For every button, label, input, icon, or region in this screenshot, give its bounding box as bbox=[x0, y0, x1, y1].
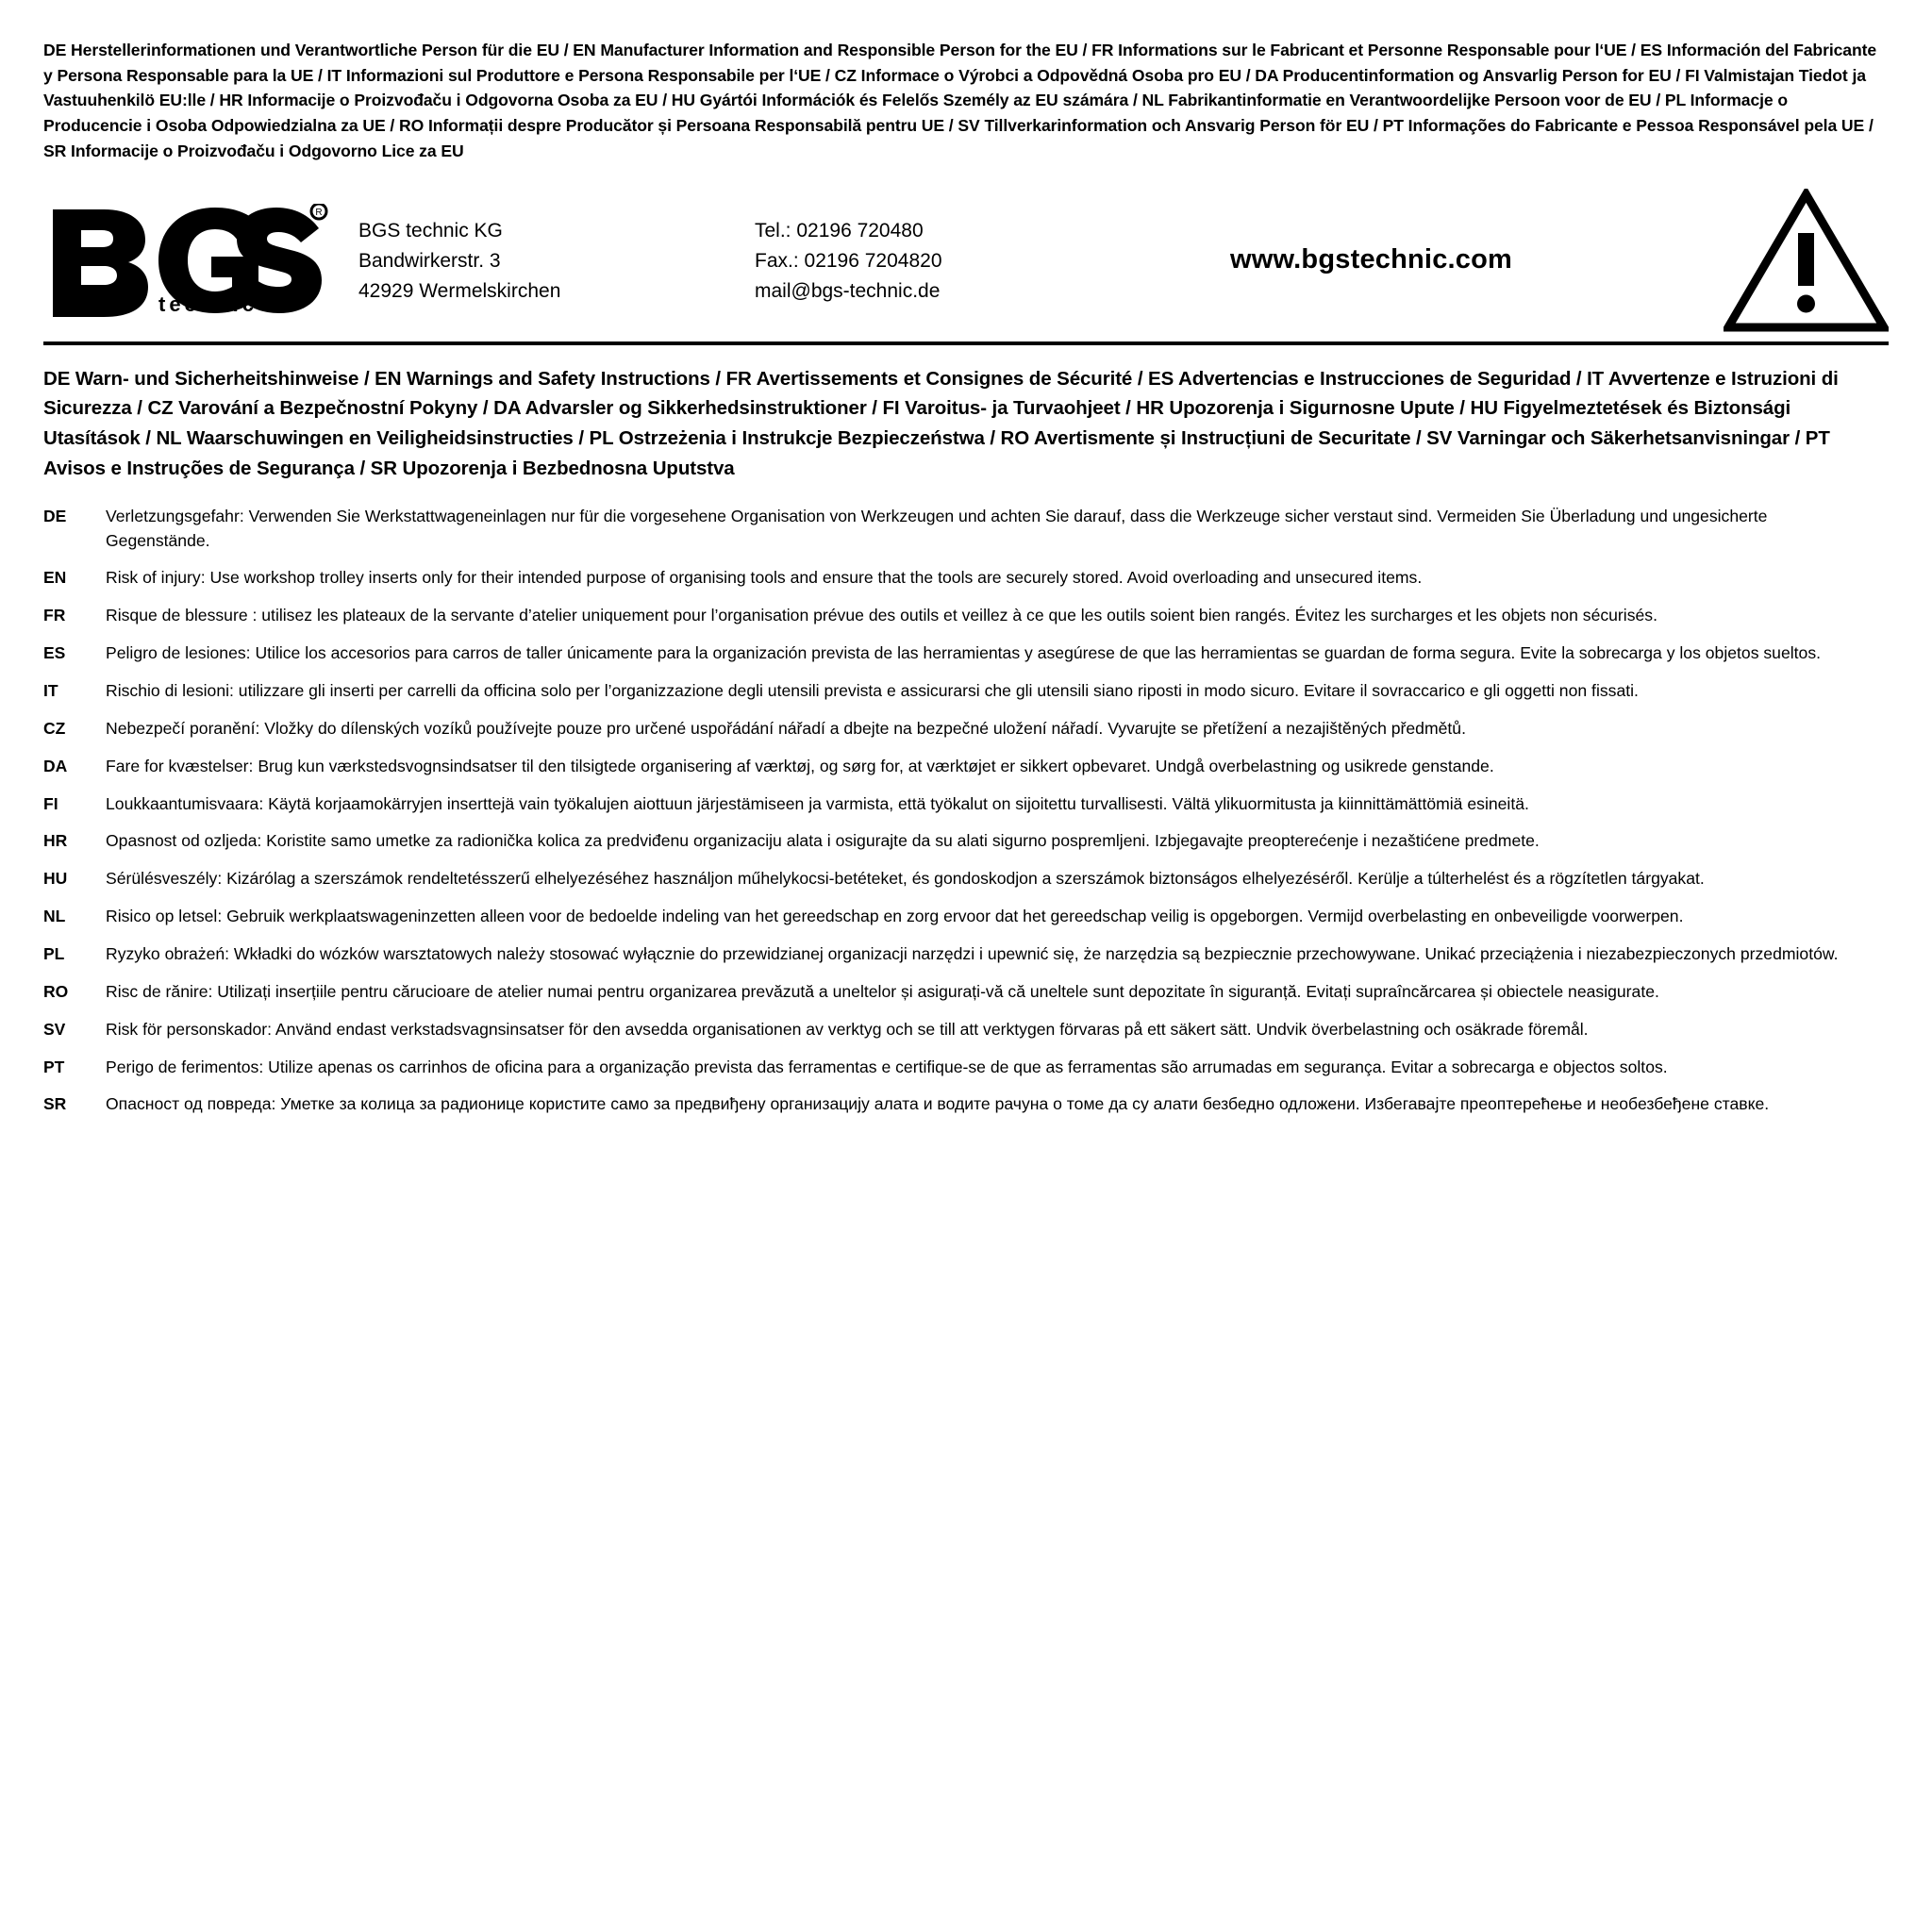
warning-text: Rischio di lesioni: utilizzare gli inserti per carrelli da officina solo per l’organizzazione degli utensili prevista e assicurarsi che gli utensili siano riposti in modo sicuro. Evitare il sovraccarico e gli oggetti non fissati. bbox=[106, 681, 1639, 701]
company-city: 42929 Wermelskirchen bbox=[358, 279, 561, 302]
warnings-list bbox=[43, 505, 1889, 1118]
company-fax: Fax.: 02196 7204820 bbox=[755, 249, 942, 272]
company-street: Bandwirkerstr. 3 bbox=[358, 249, 501, 272]
warning-text: Опасност од повреда: Уметке за колица за радионице користите само за предвиђену организацију алата и водите рачуна о томе да су алати безбедно одложени. Избегавајте преоптерећење и необезбеђене ставке. bbox=[106, 1094, 1770, 1114]
warning-triangle-icon bbox=[1714, 189, 1889, 332]
company-email: mail@bgs-technic.de bbox=[755, 279, 941, 302]
language-code: CZ bbox=[43, 718, 66, 738]
language-code: DE bbox=[43, 506, 67, 525]
language-code: NL bbox=[43, 907, 66, 926]
warning-text: Peligro de lesiones: Utilice los accesorios para carros de taller únicamente para la organización prevista de las herramientas y asegúrese de que las herramientas se guardan de forma segura. Evite la sobrecarga y los objetos sueltos. bbox=[106, 643, 1822, 663]
list-item bbox=[43, 755, 1889, 779]
language-code: IT bbox=[43, 681, 58, 701]
language-code: FR bbox=[43, 606, 66, 625]
warning-text: Ryzyko obrażeń: Wkładki do wózków warsztatowych należy stosować wyłącznie do przewidzianej organizacji narzędzi i upewnić się, że narzędzia są bezpiecznie przechowywane. Unikać przeciążenia i niezabezpieczonych przedmiotów. bbox=[106, 944, 1839, 964]
language-code: SV bbox=[43, 1019, 66, 1039]
list-item bbox=[43, 829, 1889, 854]
warning-text: Risk för personskador: Använd endast verkstadsvagnsinsatser för den avsedda organisationen av verktyg och se till att verktygen förvaras på ett säkert sätt. Undvik överbelastning och osäkrade föremål. bbox=[106, 1019, 1589, 1039]
list-item bbox=[43, 604, 1889, 628]
warning-text: Fare for kvæstelser: Brug kun værkstedsvognsindsatser til den tilsigtede organisering af værktøj, og sørg for, at værktøjet er sikkert opbevaret. Undgå overbelastning og usikrede genstande. bbox=[106, 756, 1494, 775]
warnings-heading: DE Warn- und Sicherheitshinweise / EN Warnings and Safety Instructions / FR Avertissements et Consignes de Sécurité / ES Advertencias e Instrucciones de Seguridad / IT Avvertenze e Istruzioni di Sicurezza / CZ Varování a Bezpečnostní Pokyny / DA Advarsler og Sikkerhedsinstruktioner / FI Varoitus- ja Turvaohjeet / HR Upozorenja i Sigurnosne Upute / HU Figyelmeztetések és Biztonsági Utasítások / NL Waarschuwingen en Veiligheidsinstructies / PL Ostrzeżenia i Instrukcje Bezpieczeństwa / RO Avertismente și Instrucțiuni de Securitate / SV Varningar och Säkerhetsanvisningar / PT Avisos e Instruções de Segurança / SR Upozorenja i Bezbednosna Uputstva bbox=[43, 367, 1839, 479]
list-item bbox=[43, 566, 1889, 591]
language-code: RO bbox=[43, 981, 69, 1001]
warning-text: Risque de blessure : utilisez les plateaux de la servante d’atelier uniquement pour l’organisation prévue des outils et veillez à ce que les outils soient bien rangés. Évitez les surcharges et les objets non sécurisés. bbox=[106, 606, 1657, 625]
list-item bbox=[43, 1056, 1889, 1080]
list-item bbox=[43, 1018, 1889, 1042]
language-code: DA bbox=[43, 756, 68, 775]
list-item bbox=[43, 792, 1889, 817]
language-code: SR bbox=[43, 1094, 67, 1114]
list-item bbox=[43, 505, 1889, 554]
language-code: HR bbox=[43, 831, 68, 851]
list-item bbox=[43, 942, 1889, 967]
list-item bbox=[43, 1092, 1889, 1117]
warning-text: Perigo de ferimentos: Utilize apenas os carrinhos de oficina para a organização prevista das ferramentas e certifique-se de que as ferramentas são arrumadas em segurança. Evitar a sobrecarga e objectos soltos. bbox=[106, 1057, 1668, 1076]
bgs-logo bbox=[43, 204, 358, 317]
svg-text:technic: technic bbox=[158, 291, 258, 316]
warning-text: Sérülésveszély: Kizárólag a szerszámok rendeltetésszerű elhelyezéséhez használjon műhelykocsi-betéteket, és gondoskodjon a szerszámok biztonságos elhelyezéséről. Kerülje a túlterhelést és a rögzítetlen tárgyakat. bbox=[106, 869, 1705, 889]
company-name: BGS technic KG bbox=[358, 219, 503, 242]
list-item bbox=[43, 867, 1889, 891]
language-code: HU bbox=[43, 869, 68, 889]
company-tel: Tel.: 02196 720480 bbox=[755, 219, 924, 242]
warning-text: Opasnost od ozljeda: Koristite samo umetke za radionička kolica za predviđenu organizaciju alata i osigurajte da su alati sigurno pospremljeni. Izbjegavajte preopterećenje i nezaštićene predmete. bbox=[106, 831, 1540, 851]
language-code: FI bbox=[43, 793, 58, 813]
list-item bbox=[43, 641, 1889, 666]
company-contact bbox=[755, 214, 1066, 307]
svg-text:R: R bbox=[315, 207, 323, 218]
manufacturer-info-heading: DE Herstellerinformationen und Verantwortliche Person für die EU / EN Manufacturer Information and Responsible Person for the EU / FR Informations sur le Fabricant et Personne Responsable pour l‘UE / ES Información del Fabricante y Persona Responsable para la UE / IT Informazioni sul Produttore e Persona Responsabile per l‘UE / CZ Informace o Výrobci a Odpovědná Osoba pro EU / DA Producentinformation og Ansvarlig Person for EU / FI Valmistajan Tiedot ja Vastuuhenkilö EU:lle / HR Informacije o Proizvođaču i Odgovorna Osoba za EU / HU Gyártói Információk és Felelős Személy az EU számára / NL Fabrikantinformatie en Verantwoordelijke Persoon voor de EU / PL Informacje o Producencie i Osoba Odpowiedzialna za UE / RO Informații despre Producător și Persoana Responsabilă pentru UE / SV Tillverkarinformation och Ansvarig Person för EU / PT Informações do Fabricante e Pessoa Responsável pela UE / SR Informacije o Proizvođaču i Odgovorno Lice za EU bbox=[43, 41, 1877, 160]
warning-text: Risc de rănire: Utilizați inserțiile pentru cărucioare de atelier numai pentru organizarea prevăzută a uneltelor și asigurați-vă că uneltele sunt depozitate în siguranță. Evitați supraîncărcarea și obiectele neasigurate. bbox=[106, 981, 1659, 1001]
company-address bbox=[358, 214, 755, 307]
warning-text: Loukkaantumisvaara: Käytä korjaamokärryjen inserttejä vain työkalujen aiottuun järjestämiseen ja varmista, että työkalut on sijoitettu turvallisesti. Vältä ylikuormitusta ja kiinnittämättömiä esineitä. bbox=[106, 793, 1529, 813]
language-code: EN bbox=[43, 568, 67, 588]
language-code: PL bbox=[43, 944, 65, 964]
warning-text: Nebezpečí poranění: Vložky do dílenských vozíků používejte pouze pro určené uspořádání nářadí a dbejte na bezpečné uložení nářadí. Vyvarujte se přetížení a nezajištěných předmětů. bbox=[106, 718, 1466, 738]
list-item bbox=[43, 980, 1889, 1005]
warning-text: Risk of injury: Use workshop trolley inserts only for their intended purpose of organising tools and ensure that the tools are securely stored. Avoid overloading and unsecured items. bbox=[106, 568, 1423, 588]
language-code: PT bbox=[43, 1057, 65, 1076]
warning-text: Risico op letsel: Gebruik werkplaatswageninzetten alleen voor de bedoelde indeling van het gereedschap en zorg ervoor dat het gereedschap veilig is opgeborgen. Vermijd overbelasting en onbeveiligde voorwerpen. bbox=[106, 907, 1684, 926]
warning-text: Verletzungsgefahr: Verwenden Sie Werkstattwageneinlagen nur für die vorgesehene Organisation von Werkzeugen und achten Sie darauf, dass die Werkzeuge sicher verstaut sind. Vermeiden Sie Überladung und ungesicherte Gegenstände. bbox=[106, 506, 1768, 550]
list-item bbox=[43, 905, 1889, 929]
company-header bbox=[43, 181, 1889, 345]
company-website: www.bgstechnic.com bbox=[1229, 244, 1513, 275]
language-code: ES bbox=[43, 643, 66, 663]
list-item bbox=[43, 717, 1889, 741]
list-item bbox=[43, 679, 1889, 704]
